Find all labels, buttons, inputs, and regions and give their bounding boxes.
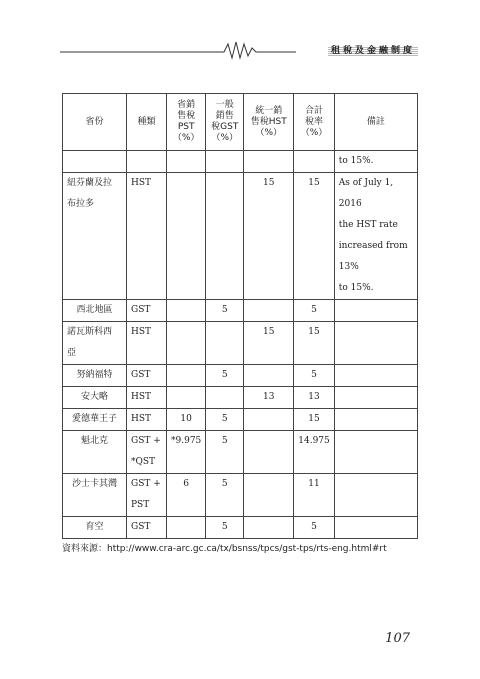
table-row [63,322,418,365]
cell-gst [206,173,244,300]
cell-total [294,151,335,173]
cell-pst [167,173,206,300]
cell-gst: 5 [206,474,244,517]
cell-note [334,300,417,322]
cell-type: GST [127,517,167,539]
cell-type: HST [127,409,167,431]
cell-province: 魁北克 [63,431,127,474]
cell-type: GST + *QST [127,431,167,474]
cell-pst [167,387,206,409]
cell-gst: 5 [206,517,244,539]
table-row [63,173,418,300]
cell-total: 5 [294,365,335,387]
cell-hst [244,365,294,387]
header-pst: 省銷 售稅 PST （%） [167,94,206,151]
cell-total: 5 [294,517,335,539]
cell-note [334,474,417,517]
header-type: 種類 [127,94,167,151]
cell-gst: 5 [206,409,244,431]
cell-note [334,387,417,409]
cell-pst [167,300,206,322]
cell-note [334,431,417,474]
cell-note [334,322,417,365]
cell-total: 15 [294,409,335,431]
page-number: 107 [385,631,410,646]
cell-gst: 5 [206,431,244,474]
cell-hst [244,517,294,539]
cell-gst: 5 [206,300,244,322]
cell-pst [167,322,206,365]
cell-gst [206,151,244,173]
cell-hst: 15 [244,173,294,300]
table-row [63,409,418,431]
cell-type: GST [127,300,167,322]
table-row [63,517,418,539]
cell-province [63,151,127,173]
cell-type: GST + PST [127,474,167,517]
cell-pst [167,365,206,387]
cell-gst: 5 [206,365,244,387]
cell-hst: 13 [244,387,294,409]
cell-province: 努納福特 [63,365,127,387]
header-province: 省份 [63,94,127,151]
table-row [63,300,418,322]
source-note: 資料來源：http://www.cra-arc.gc.ca/tx/bsnss/tpcs/gst-tps/rts-eng.html#rt [62,544,387,554]
table-row [63,365,418,387]
cell-gst [206,387,244,409]
cell-total: 14.975 [294,431,335,474]
cell-type: GST [127,365,167,387]
cell-hst [244,431,294,474]
cell-note [334,365,417,387]
cell-type: HST [127,173,167,300]
header-note: 備註 [334,94,417,151]
cell-total: 15 [294,322,335,365]
cell-pst [167,517,206,539]
table-row [63,387,418,409]
cell-province: 諾瓦斯科西 亞 [63,322,127,365]
cell-hst [244,300,294,322]
cell-type [127,151,167,173]
cell-province: 沙士卡其灣 [63,474,127,517]
cell-type: HST [127,387,167,409]
cell-province: 安大略 [63,387,127,409]
cell-gst [206,322,244,365]
cell-total: 13 [294,387,335,409]
cell-note: As of July 1, 2016 the HST rate increased from 13% to 15%. [334,173,417,300]
cell-province: 愛德華王子 [63,409,127,431]
cell-note [334,517,417,539]
cell-province: 西北地區 [63,300,127,322]
cell-total: 15 [294,173,335,300]
cell-note [334,409,417,431]
table-row [63,151,418,173]
table-row [63,474,418,517]
cell-total: 11 [294,474,335,517]
cell-pst: *9.975 [167,431,206,474]
header-total: 合計 稅率 （%） [294,94,335,151]
cell-total: 5 [294,300,335,322]
cell-type: HST [127,322,167,365]
cell-pst: 6 [167,474,206,517]
header-gst: 一般 銷售 稅GST （%） [206,94,244,151]
cell-pst: 10 [167,409,206,431]
cell-hst: 15 [244,322,294,365]
tax-rate-table [62,93,418,539]
table-header-row [63,94,418,151]
cell-province: 育空 [63,517,127,539]
cell-hst [244,151,294,173]
cell-note: to 15%. [334,151,417,173]
header-hst: 統一銷 售稅HST （%） [244,94,294,151]
table-row [63,431,418,474]
cell-pst [167,151,206,173]
cell-province: 紐芬蘭及拉 布拉多 [63,173,127,300]
header-title: 租稅及金融制度 [328,43,418,56]
cell-hst [244,409,294,431]
cell-hst [244,474,294,517]
